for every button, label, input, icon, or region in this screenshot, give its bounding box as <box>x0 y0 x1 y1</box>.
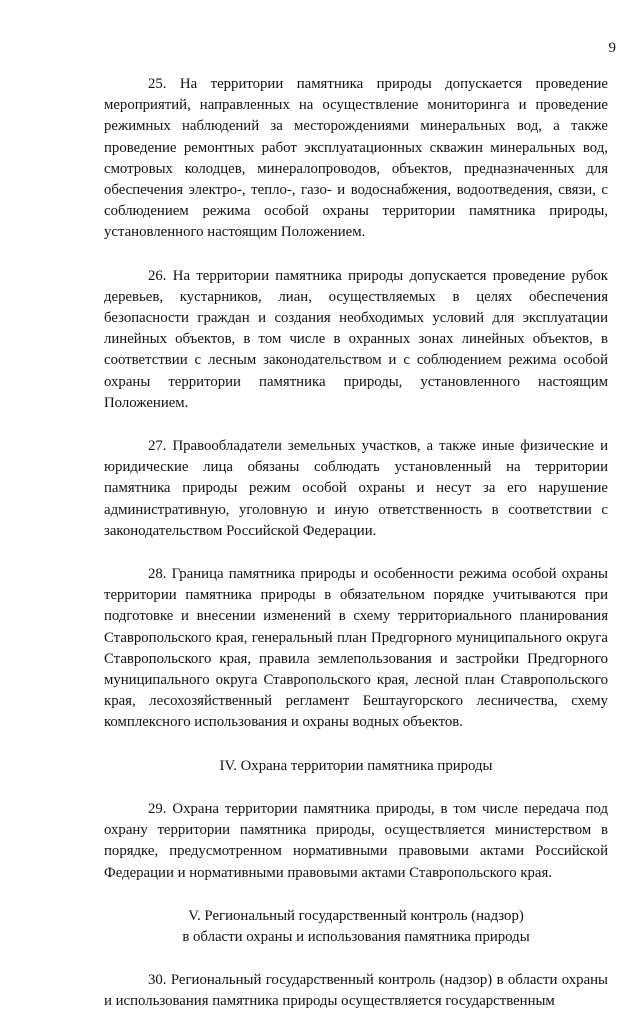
paragraph-28: 28. Граница памятника природы и особенности режима особой охраны территории памятника природы в обязательном порядке учитываются при подготовке и внесении изменений в схему территориального планирования Ставропольского края, генеральный план Предгорного муниципального округа Ставропольского края, правила землепользования и застройки Предгорного муниципального округа Ставропольского края, лесной план Ставропольского края, лесохозяйственный регламент Бештаугорского лесничества, схему комплексного использования и охраны водных объектов. <box>104 566 608 731</box>
page-number: 9 <box>608 40 616 56</box>
document-body <box>104 74 608 1035</box>
paragraph-27: 27. Правообладатели земельных участков, а также иные физические и юридические лица обязаны соблюдать установленный на территории памятника природы режим особой охраны и несут за его нарушение административную, уголовную и иную ответственность в соответствии с законодательством Российской Федерации. <box>104 438 608 539</box>
section-4-heading: IV. Охрана территории памятника природы <box>219 757 493 774</box>
section-5-heading <box>104 906 608 948</box>
paragraph-26: 26. На территории памятника природы допускается проведение рубок деревьев, кустарников, лиан, осуществляемых в целях обеспечения безопасности граждан и создания необходимых условий для эксплуатации линейных объектов, в том числе в охранных зонах линейных объектов, в соответствии с лесным законодательством и с соблюдением режима особой охраны территории памятника природы, установленного настоящим Положением. <box>104 267 608 411</box>
section-5-heading-line-2: в области охраны и использования памятника природы <box>182 928 530 945</box>
section-5-heading-line-1: V. Региональный государственный контроль (надзор) <box>188 907 524 924</box>
paragraph-29: 29. Охрана территории памятника природы, в том числе передача под охрану территории памятника природы, осуществляется министерством в порядке, предусмотренном нормативными правовыми актами Российской Федерации и нормативными правовыми актами Ставропольского края. <box>104 800 608 881</box>
paragraph-25: 25. На территории памятника природы допускается проведение мероприятий, направленных на осуществление мониторинга и проведение режимных наблюдений за месторождениями минеральных вод, а также проведение ремонтных работ эксплуатационных скважин минеральных вод, смотровых колодцев, минералопроводов, объектов, предназначенных для обеспечения электро-, тепло-, газо- и водоснабжения, водоотведения, связи, с соблюдением режима особой охраны территории памятника природы, установленного настоящим Положением. <box>104 76 608 241</box>
paragraph-30: 30. Региональный государственный контроль (надзор) в области охраны и использования памятника природы осуществляется государственным <box>104 972 608 1010</box>
